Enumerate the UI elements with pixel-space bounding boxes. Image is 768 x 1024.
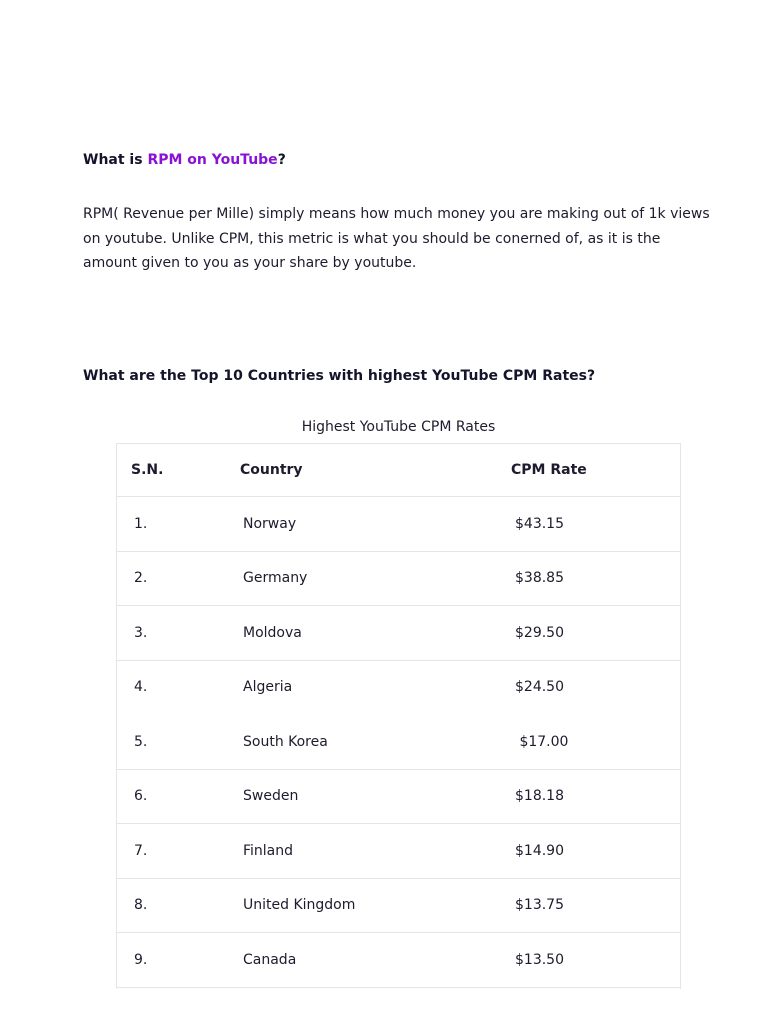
top-countries-heading: What are the Top 10 Countries with highest YouTube CPM Rates? <box>83 368 596 384</box>
table-row <box>117 552 680 607</box>
row-cpm-rate: $13.50 <box>515 951 564 968</box>
rpm-heading-prefix: What is <box>83 152 148 168</box>
row-cpm-rate: $24.50 <box>515 679 564 696</box>
header-country: Country <box>240 462 303 478</box>
row-sn: 6. <box>134 788 148 805</box>
row-country: Germany <box>243 570 308 587</box>
row-cpm-rate: $13.75 <box>515 897 564 914</box>
table-row <box>117 770 680 825</box>
row-country: Canada <box>243 951 297 968</box>
row-country: Finland <box>243 842 294 859</box>
row-cpm-rate: $18.18 <box>515 788 564 805</box>
rpm-heading-suffix: ? <box>277 152 286 168</box>
table-row <box>117 879 680 934</box>
row-sn: 1. <box>134 515 148 532</box>
table-row <box>117 497 680 552</box>
row-country: United Kingdom <box>243 897 356 914</box>
row-sn: 4. <box>134 679 148 696</box>
row-cpm-rate: $14.90 <box>515 842 564 859</box>
row-sn: 3. <box>134 624 148 641</box>
row-sn: 9. <box>134 951 148 968</box>
header-cpm-rate: CPM Rate <box>511 462 587 478</box>
table-row <box>117 933 680 988</box>
row-sn: 7. <box>134 842 148 859</box>
row-country: Algeria <box>243 679 293 696</box>
row-country: Norway <box>243 515 297 532</box>
rpm-on-youtube-link[interactable]: RPM on YouTube <box>147 152 278 168</box>
row-country: Sweden <box>243 788 299 805</box>
table-caption: Highest YouTube CPM Rates <box>301 419 496 435</box>
row-country: South Korea <box>243 733 328 750</box>
row-cpm-rate: $17.00 <box>515 733 569 750</box>
cpm-rates-table <box>116 443 681 989</box>
table-row <box>117 715 680 770</box>
header-sn: S.N. <box>131 462 164 478</box>
table-row <box>117 606 680 661</box>
row-sn: 8. <box>134 897 148 914</box>
rpm-heading <box>83 152 286 168</box>
row-country: Moldova <box>243 624 302 641</box>
table-row <box>117 661 680 716</box>
row-cpm-rate: $38.85 <box>515 570 564 587</box>
table-row <box>117 824 680 879</box>
row-cpm-rate: $43.15 <box>515 515 564 532</box>
row-cpm-rate: $29.50 <box>515 624 564 641</box>
table-header-row <box>117 444 680 497</box>
row-sn: 2. <box>134 570 148 587</box>
rpm-paragraph: RPM( Revenue per Mille) simply means how much money you are making out of 1k views on youtube. Unlike CPM, this metric is what you should be conerned of, as it is the amount given to you as your share by youtube. <box>83 206 710 271</box>
row-sn: 5. <box>134 733 148 750</box>
